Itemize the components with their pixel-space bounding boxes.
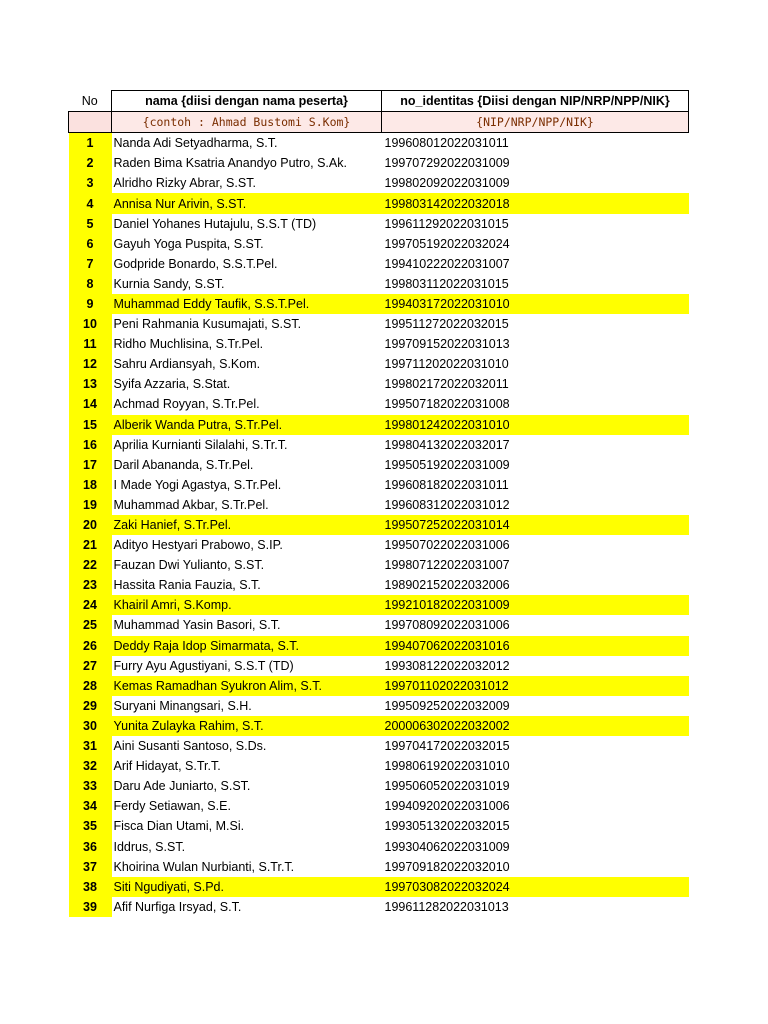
participant-name-cell[interactable]: Fauzan Dwi Yulianto, S.ST. bbox=[113, 558, 265, 573]
table-row bbox=[69, 334, 689, 354]
table-row bbox=[69, 294, 689, 314]
participant-id-cell[interactable]: 199608012022031011 bbox=[384, 136, 509, 151]
participant-id-cell[interactable]: 198902152022032006 bbox=[384, 578, 510, 593]
participant-name-cell[interactable]: Deddy Raja Idop Simarmata, S.T. bbox=[112, 636, 382, 656]
table-row bbox=[69, 676, 689, 696]
header-no[interactable]: No bbox=[69, 91, 112, 112]
table-row bbox=[69, 816, 689, 836]
table-row bbox=[69, 736, 689, 756]
table-row bbox=[69, 314, 689, 334]
table-row bbox=[69, 595, 689, 615]
participant-name-cell[interactable]: I Made Yogi Agastya, S.Tr.Pel. bbox=[113, 477, 282, 492]
participant-id-cell[interactable]: 199804132022032017 bbox=[384, 437, 510, 452]
participant-name-cell[interactable]: Kurnia Sandy, S.ST. bbox=[113, 276, 225, 291]
participant-id-cell[interactable]: 199308122022032012 bbox=[384, 658, 510, 673]
row-number-cell[interactable]: 9 bbox=[69, 294, 112, 314]
participant-name-cell[interactable]: Khairil Amri, S.Komp. bbox=[112, 595, 382, 615]
table-row bbox=[69, 656, 689, 676]
row-number-cell[interactable]: 29 bbox=[69, 696, 112, 716]
header-nama[interactable]: nama {diisi dengan nama peserta} bbox=[112, 91, 382, 112]
participant-id-cell[interactable]: 199511272022032015 bbox=[384, 317, 509, 332]
participant-name-cell[interactable]: Alberik Wanda Putra, S.Tr.Pel. bbox=[112, 415, 382, 435]
table-row bbox=[69, 354, 689, 374]
participant-id-cell[interactable]: 199611282022031013 bbox=[384, 899, 509, 914]
participant-id-cell[interactable]: 199803112022031015 bbox=[384, 276, 509, 291]
participant-name-cell[interactable]: Syifa Azzaria, S.Stat. bbox=[113, 377, 231, 392]
participant-id-cell[interactable]: 199409202022031006 bbox=[384, 799, 510, 814]
participant-id-cell[interactable]: 199210182022031009 bbox=[382, 595, 689, 615]
table-row bbox=[69, 776, 689, 796]
table-row bbox=[69, 836, 689, 856]
row-number-cell[interactable]: 32 bbox=[69, 756, 112, 776]
row-number-cell[interactable]: 24 bbox=[69, 595, 112, 615]
participant-name-cell[interactable]: Muhammad Yasin Basori, S.T. bbox=[113, 618, 281, 633]
row-number-cell[interactable]: 13 bbox=[69, 374, 112, 394]
row-number-cell[interactable]: 10 bbox=[69, 314, 112, 334]
participant-name-cell[interactable]: Ridho Muchlisina, S.Tr.Pel. bbox=[113, 337, 264, 352]
participant-id-cell[interactable]: 199711202022031010 bbox=[384, 357, 509, 372]
participant-name-cell[interactable]: Furry Ayu Agustiyani, S.S.T (TD) bbox=[113, 658, 294, 673]
row-number-cell[interactable]: 38 bbox=[69, 877, 112, 897]
participant-id-cell[interactable]: 199407062022031016 bbox=[382, 636, 689, 656]
participant-name-cell[interactable]: Daru Ade Juniarto, S.ST. bbox=[113, 779, 251, 794]
row-number-cell[interactable]: 4 bbox=[69, 193, 112, 213]
header-identitas[interactable]: no_identitas {Diisi dengan NIP/NRP/NPP/NIK} bbox=[382, 91, 689, 112]
participant-id-cell[interactable]: 199509252022032009 bbox=[384, 698, 510, 713]
participant-name-cell[interactable]: Gayuh Yoga Puspita, S.ST. bbox=[113, 236, 264, 251]
participant-id-cell[interactable]: 199802092022031009 bbox=[384, 176, 510, 191]
participant-id-cell[interactable]: 199807122022031007 bbox=[384, 558, 510, 573]
row-number-cell[interactable]: 23 bbox=[69, 575, 112, 595]
participant-name-cell[interactable]: Siti Ngudiyati, S.Pd. bbox=[112, 877, 382, 897]
participant-id-cell[interactable]: 199801242022031010 bbox=[382, 415, 689, 435]
row-number-cell[interactable]: 1 bbox=[69, 133, 112, 154]
participant-id-cell[interactable]: 199802172022032011 bbox=[384, 377, 509, 392]
participant-id-cell[interactable]: 199708092022031006 bbox=[384, 618, 510, 633]
table-row bbox=[69, 475, 689, 495]
table-row bbox=[69, 696, 689, 716]
row-number-cell[interactable]: 17 bbox=[69, 455, 112, 475]
participant-id-cell[interactable]: 199611292022031015 bbox=[384, 216, 509, 231]
participant-name-cell[interactable]: Kemas Ramadhan Syukron Alim, S.T. bbox=[112, 676, 382, 696]
header-row bbox=[69, 91, 689, 112]
participant-table bbox=[68, 90, 689, 917]
table-row bbox=[69, 857, 689, 877]
participant-id-cell[interactable]: 199701102022031012 bbox=[382, 676, 689, 696]
participant-id-cell[interactable]: 199403172022031010 bbox=[382, 294, 689, 314]
hint-row bbox=[69, 112, 689, 133]
participant-name-cell[interactable]: Fisca Dian Utami, M.Si. bbox=[113, 819, 245, 834]
table-row bbox=[69, 415, 689, 435]
participant-name-cell[interactable]: Raden Bima Ksatria Anandyo Putro, S.Ak. bbox=[113, 156, 347, 171]
participant-id-cell[interactable]: 199305132022032015 bbox=[384, 819, 510, 834]
row-number-cell[interactable]: 2 bbox=[69, 153, 112, 173]
row-number-cell[interactable]: 19 bbox=[69, 495, 112, 515]
participant-name-cell[interactable]: Nanda Adi Setyadharma, S.T. bbox=[113, 136, 278, 151]
row-number-cell[interactable]: 18 bbox=[69, 475, 112, 495]
participant-name-cell[interactable]: Zaki Hanief, S.Tr.Pel. bbox=[112, 515, 382, 535]
row-number-cell[interactable]: 25 bbox=[69, 615, 112, 635]
table-row bbox=[69, 435, 689, 455]
table-row bbox=[69, 374, 689, 394]
table-row bbox=[69, 173, 689, 193]
row-number-cell[interactable]: 39 bbox=[69, 897, 112, 917]
row-number-cell[interactable]: 27 bbox=[69, 656, 112, 676]
hint-nama[interactable]: {contoh : Ahmad Bustomi S.Kom} bbox=[112, 112, 382, 133]
participant-name-cell[interactable]: Daniel Yohanes Hutajulu, S.S.T (TD) bbox=[113, 216, 317, 231]
row-number-cell[interactable]: 12 bbox=[69, 354, 112, 374]
table-row bbox=[69, 214, 689, 234]
row-number-cell[interactable]: 35 bbox=[69, 816, 112, 836]
table-row bbox=[69, 394, 689, 414]
table-row bbox=[69, 897, 689, 917]
participant-name-cell[interactable]: Khoirina Wulan Nurbianti, S.Tr.T. bbox=[113, 859, 295, 874]
participant-name-cell[interactable]: Yunita Zulayka Rahim, S.T. bbox=[112, 716, 382, 736]
participant-name-cell[interactable]: Muhammad Eddy Taufik, S.S.T.Pel. bbox=[112, 294, 382, 314]
table-row bbox=[69, 756, 689, 776]
hint-no-cell[interactable] bbox=[69, 112, 112, 133]
row-number-cell[interactable]: 21 bbox=[69, 535, 112, 555]
row-number-cell[interactable]: 37 bbox=[69, 857, 112, 877]
participant-name-cell[interactable]: Suryani Minangsari, S.H. bbox=[113, 698, 252, 713]
participant-id-cell[interactable]: 199304062022031009 bbox=[384, 839, 510, 854]
table-row bbox=[69, 555, 689, 575]
participant-name-cell[interactable]: Peni Rahmania Kusumajati, S.ST. bbox=[113, 317, 302, 332]
participant-name-cell[interactable]: Daril Abananda, S.Tr.Pel. bbox=[113, 457, 254, 472]
row-number-cell[interactable]: 16 bbox=[69, 435, 112, 455]
table-row bbox=[69, 796, 689, 816]
table-row bbox=[69, 636, 689, 656]
table-row bbox=[69, 495, 689, 515]
row-number-cell[interactable]: 30 bbox=[69, 716, 112, 736]
participant-id-cell[interactable]: 200006302022032002 bbox=[382, 716, 689, 736]
table-row bbox=[69, 877, 689, 897]
participant-id-cell[interactable]: 199709152022031013 bbox=[384, 337, 510, 352]
participant-name-cell[interactable]: Ferdy Setiawan, S.E. bbox=[113, 799, 231, 814]
table-row bbox=[69, 274, 689, 294]
row-number-cell[interactable]: 5 bbox=[69, 214, 112, 234]
participant-id-cell[interactable]: 199803142022032018 bbox=[382, 193, 689, 213]
participant-id-cell[interactable]: 199507252022031014 bbox=[382, 515, 689, 535]
row-number-cell[interactable]: 34 bbox=[69, 796, 112, 816]
row-number-cell[interactable]: 15 bbox=[69, 415, 112, 435]
table-row bbox=[69, 193, 689, 213]
participant-id-cell[interactable]: 199505192022031009 bbox=[384, 457, 510, 472]
row-number-cell[interactable]: 6 bbox=[69, 234, 112, 254]
participant-name-cell[interactable]: Sahru Ardiansyah, S.Kom. bbox=[113, 357, 261, 372]
participant-name-cell[interactable]: Hassita Rania Fauzia, S.T. bbox=[113, 578, 261, 593]
participant-name-cell[interactable]: Achmad Royyan, S.Tr.Pel. bbox=[113, 397, 260, 412]
table-row bbox=[69, 575, 689, 595]
participant-id-cell[interactable]: 199709182022032010 bbox=[384, 859, 510, 874]
participant-id-cell[interactable]: 199507022022031006 bbox=[384, 538, 510, 553]
participant-id-cell[interactable]: 199703082022032024 bbox=[382, 877, 689, 897]
participant-id-cell[interactable]: 199806192022031010 bbox=[384, 759, 510, 774]
row-number-cell[interactable]: 11 bbox=[69, 334, 112, 354]
participant-id-cell[interactable]: 199707292022031009 bbox=[384, 156, 510, 171]
row-number-cell[interactable]: 26 bbox=[69, 636, 112, 656]
participant-name-cell[interactable]: Adityo Hestyari Prabowo, S.IP. bbox=[113, 538, 283, 553]
table-row bbox=[69, 515, 689, 535]
row-number-cell[interactable]: 36 bbox=[69, 836, 112, 856]
participant-id-cell[interactable]: 199705192022032024 bbox=[384, 236, 510, 251]
participant-id-cell[interactable]: 199506052022031019 bbox=[384, 779, 510, 794]
row-number-cell[interactable]: 28 bbox=[69, 676, 112, 696]
participant-name-cell[interactable]: Afif Nurfiga Irsyad, S.T. bbox=[113, 899, 242, 914]
participant-name-cell[interactable]: Iddrus, S.ST. bbox=[113, 839, 186, 854]
row-number-cell[interactable]: 3 bbox=[69, 173, 112, 193]
row-number-cell[interactable]: 31 bbox=[69, 736, 112, 756]
row-number-cell[interactable]: 8 bbox=[69, 274, 112, 294]
participant-name-cell[interactable]: Godpride Bonardo, S.S.T.Pel. bbox=[113, 256, 278, 271]
table-row bbox=[69, 535, 689, 555]
participant-id-cell[interactable]: 199608312022031012 bbox=[384, 497, 510, 512]
row-number-cell[interactable]: 7 bbox=[69, 254, 112, 274]
participant-name-cell[interactable]: Arif Hidayat, S.Tr.T. bbox=[113, 759, 221, 774]
participant-name-cell[interactable]: Muhammad Akbar, S.Tr.Pel. bbox=[113, 497, 269, 512]
row-number-cell[interactable]: 20 bbox=[69, 515, 112, 535]
participant-id-cell[interactable]: 199608182022031011 bbox=[384, 477, 509, 492]
row-number-cell[interactable]: 14 bbox=[69, 394, 112, 414]
participant-name-cell[interactable]: Alridho Rizky Abrar, S.ST. bbox=[113, 176, 256, 191]
table-row bbox=[69, 455, 689, 475]
table-row bbox=[69, 133, 689, 154]
participant-id-cell[interactable]: 199704172022032015 bbox=[384, 739, 510, 754]
participant-id-cell[interactable]: 199507182022031008 bbox=[384, 397, 510, 412]
table-row bbox=[69, 234, 689, 254]
table-row bbox=[69, 254, 689, 274]
participant-name-cell[interactable]: Aini Susanti Santoso, S.Ds. bbox=[113, 739, 267, 754]
participant-id-cell[interactable]: 199410222022031007 bbox=[384, 256, 510, 271]
table-row bbox=[69, 716, 689, 736]
row-number-cell[interactable]: 33 bbox=[69, 776, 112, 796]
participant-name-cell[interactable]: Annisa Nur Arivin, S.ST. bbox=[112, 193, 382, 213]
table-row bbox=[69, 615, 689, 635]
hint-identitas[interactable]: {NIP/NRP/NPP/NIK} bbox=[382, 112, 689, 133]
table-body bbox=[69, 133, 689, 917]
row-number-cell[interactable]: 22 bbox=[69, 555, 112, 575]
participant-name-cell[interactable]: Aprilia Kurnianti Silalahi, S.Tr.T. bbox=[113, 437, 288, 452]
table-row bbox=[69, 153, 689, 173]
